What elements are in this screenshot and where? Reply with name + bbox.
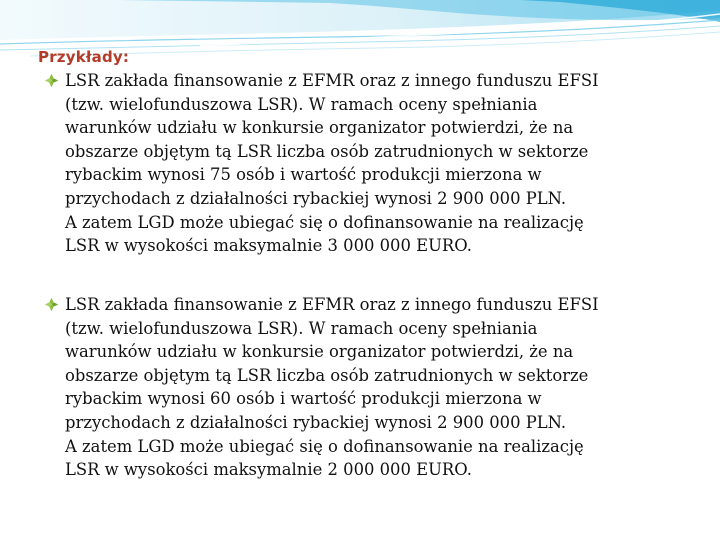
example-paragraph-2 [44, 293, 684, 482]
paragraph-line: (tzw. wielofunduszowa LSR). W ramach oceny spełniania [65, 94, 538, 114]
paragraph-line-text: LSR zakłada finansowanie z EFMR oraz z innego funduszu EFSI [65, 71, 599, 90]
paragraph-line: (tzw. wielofunduszowa LSR). W ramach oceny spełniania [65, 318, 538, 338]
diamond-bullet-icon [44, 297, 59, 312]
slide-title: Przykłady: [38, 48, 130, 66]
paragraph-line: obszarze objętym tą LSR liczba osób zatrudnionych w sektorze [65, 141, 589, 161]
paragraph-line: LSR w wysokości maksymalnie 2 000 000 EURO. [65, 460, 472, 480]
paragraph-line [44, 69, 684, 93]
paragraph-line: rybackim wynosi 60 osób i wartość produkcji mierzona w [65, 389, 542, 409]
example-paragraph-1 [44, 69, 684, 258]
paragraph-line: LSR w wysokości maksymalnie 3 000 000 EURO. [65, 236, 472, 256]
paragraph-line: warunków udziału w konkursie organizator potwierdzi, że na [65, 118, 574, 138]
paragraph-line: A zatem LGD może ubiegać się o dofinansowanie na realizację [65, 212, 584, 232]
paragraph-line: A zatem LGD może ubiegać się o dofinansowanie na realizację [65, 436, 584, 456]
paragraph-line: rybackim wynosi 75 osób i wartość produkcji mierzona w [65, 165, 542, 185]
paragraph-line: warunków udziału w konkursie organizator potwierdzi, że na [65, 342, 574, 362]
paragraph-line-text: LSR zakłada finansowanie z EFMR oraz z innego funduszu EFSI [65, 295, 599, 314]
paragraph-line: obszarze objętym tą LSR liczba osób zatrudnionych w sektorze [65, 365, 589, 385]
paragraph-line [44, 293, 684, 317]
diamond-bullet-icon [44, 73, 59, 88]
paragraph-line: przychodach z działalności rybackiej wynosi 2 900 000 PLN. [65, 188, 567, 208]
paragraph-line: przychodach z działalności rybackiej wynosi 2 900 000 PLN. [65, 412, 567, 432]
